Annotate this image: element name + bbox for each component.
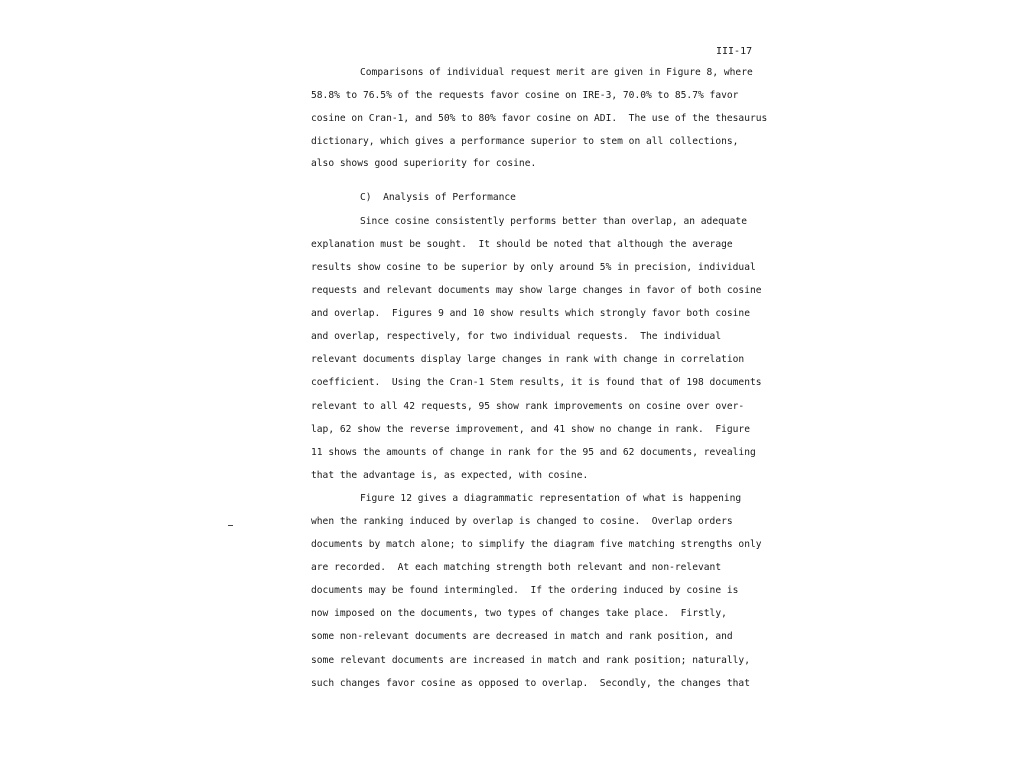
text-line: documents may be found intermingled. If the ordering induced by cosine is — [311, 585, 739, 596]
margin-mark — [228, 525, 233, 526]
text-line: when the ranking induced by overlap is changed to cosine. Overlap orders — [311, 516, 733, 527]
text-line: such changes favor cosine as opposed to overlap. Secondly, the changes that — [311, 678, 750, 689]
text-line: some relevant documents are increased in match and rank position; naturally, — [311, 655, 750, 666]
text-line: are recorded. At each matching strength both relevant and non-relevant — [311, 562, 722, 573]
text-line: and overlap, respectively, for two individual requests. The individual — [311, 331, 722, 342]
text-line: results show cosine to be superior by only around 5% in precision, individual — [311, 262, 756, 273]
text-line: also shows good superiority for cosine. — [311, 158, 537, 169]
text-line: Figure 12 gives a diagrammatic representation of what is happening — [360, 493, 742, 504]
text-line: dictionary, which gives a performance superior to stem on all collections, — [311, 136, 739, 147]
section-heading: C) Analysis of Performance — [360, 192, 516, 203]
text-line: relevant documents display large changes in rank with change in correlation — [311, 354, 745, 365]
text-line: explanation must be sought. It should be noted that although the average — [311, 239, 733, 250]
text-line: documents by match alone; to simplify the diagram five matching strengths only — [311, 539, 762, 550]
text-line: requests and relevant documents may show large changes in favor of both cosine — [311, 285, 762, 296]
text-line: that the advantage is, as expected, with cosine. — [311, 470, 589, 481]
page-number: III-17 — [716, 46, 753, 57]
text-line: lap, 62 show the reverse improvement, and 41 show no change in rank. Figure — [311, 424, 750, 435]
text-line: cosine on Cran-1, and 50% to 80% favor cosine on ADI. The use of the thesaurus — [311, 113, 768, 124]
text-line: relevant to all 42 requests, 95 show rank improvements on cosine over over- — [311, 401, 745, 412]
text-line: Since cosine consistently performs better than overlap, an adequate — [360, 216, 747, 227]
text-line: now imposed on the documents, two types of changes take place. Firstly, — [311, 608, 727, 619]
text-line: Comparisons of individual request merit are given in Figure 8, where — [360, 67, 753, 78]
text-line: 11 shows the amounts of change in rank for the 95 and 62 documents, revealing — [311, 447, 756, 458]
text-line: 58.8% to 76.5% of the requests favor cosine on IRE-3, 70.0% to 85.7% favor — [311, 90, 739, 101]
text-line: some non-relevant documents are decreased in match and rank position, and — [311, 631, 733, 642]
text-line: and overlap. Figures 9 and 10 show results which strongly favor both cosine — [311, 308, 750, 319]
text-line: coefficient. Using the Cran-1 Stem results, it is found that of 198 documents — [311, 377, 762, 388]
